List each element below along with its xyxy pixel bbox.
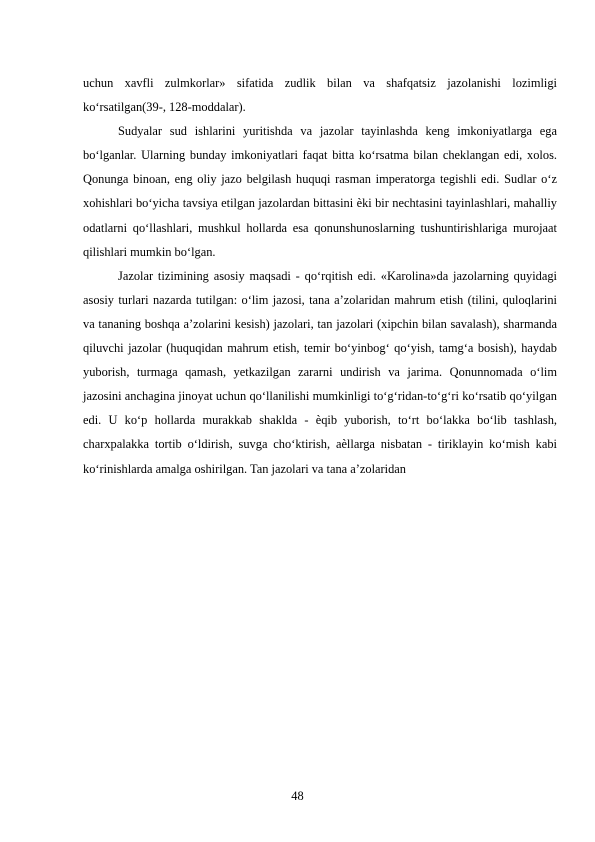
paragraph-judges: Sudyalar sud ishlarini yuritishda va jazolar tayinlashda keng imkoniyatlarga ega bo‘lganlar. Ularning bunday imkoniyatlari faqat bitta ko‘rsatma bilan cheklangan edi, xolos. Qonunga binoan, eng oliy jazo belgilash huquqi rasman imperatorga tegishli edi. Sudlar o‘z xohishlari bo‘yicha tavsiya etilgan jazolardan bittasini ѐki bir nechtasini tayinlashlari, mahalliy odatlarni qo‘llashlari, mushkul hollarda esa qonunshunoslarning tushuntirishlariga murojaat qilishlari mumkin bo‘lgan. bbox=[83, 124, 557, 259]
paragraph-punishment-system: Jazolar tizimining asosiy maqsadi - qo‘rqitish edi. «Karolina»da jazolarning quyidagi asosiy turlari nazarda tutilgan: o‘lim jazosi, tana a’zolaridan mahrum etish (tilini, quloqlarini va tananing boshqa a’zolarini kesish) jazolari, tan jazolari (xipchin bilan savalash), sharmanda qiluvchi jazolar (huquqidan mahrum etish, temir bo‘yinbog‘ qo‘yish, tamg‘a bosish), haydab yuborish, turmaga qamash, yetkazilgan zararni undirish va jarima. Qonunnomada o‘lim jazosini anchagina jinoyat uchun qo‘llanilishi mumkinligi to‘g‘ridan-to‘g‘ri ko‘rsatib qo‘yilgan edi. U ko‘p hollarda murakkab shaklda - ѐqib yuborish, to‘rt bo‘lakka bo‘lib tashlash, charxpalakka tortib o‘ldirish, suvga cho‘ktirish, aѐllarga nisbatan - tiriklayin ko‘mish kabi ko‘rinishlarda amalga oshirilgan. Tan jazolari va tana a’zolaridan bbox=[83, 268, 557, 476]
body-text bbox=[83, 71, 557, 481]
page-number: 48 bbox=[291, 789, 304, 803]
paragraph-continuation: uchun xavfli zulmkorlar» sifatida zudlik bilan va shafqatsiz jazolanishi lozimligi ko‘rsatilgan(39-, 128-moddalar). bbox=[83, 76, 557, 115]
